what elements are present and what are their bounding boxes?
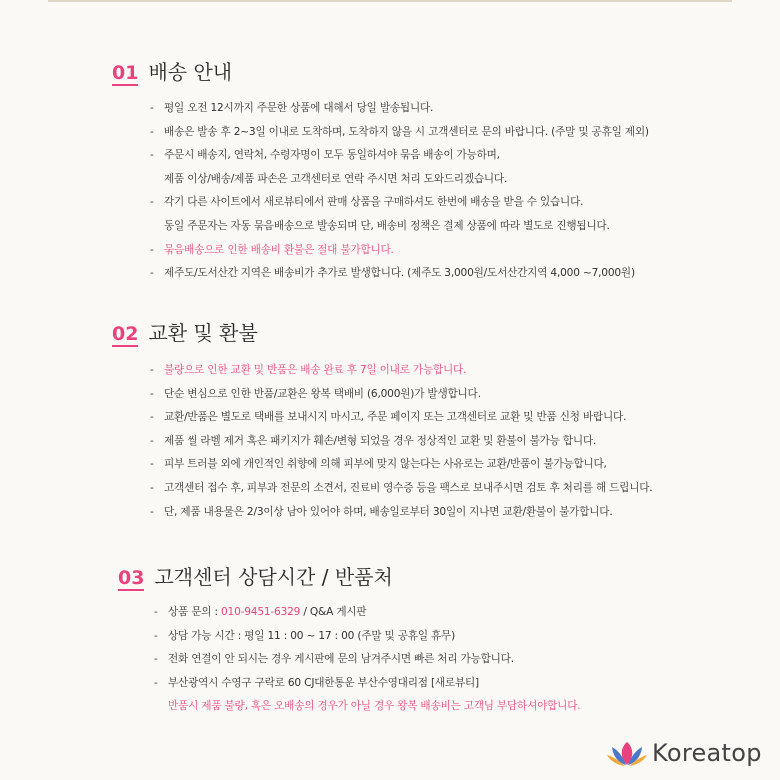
list-item: - 교환/반품은 별도로 택배를 보내시지 마시고, 주문 페이지 또는 고객센터로 교환 및 반품 신청 바랍니다. <box>150 411 627 424</box>
customer-center-list <box>154 601 580 719</box>
list-item-highlight: 반품시 제품 불량, 혹은 오배송의 경우가 아닐 경우 왕복 배송비는 고객님 부담하셔야합니다. <box>168 700 581 713</box>
list-item: - 단순 변심으로 인한 반품/교환은 왕복 택배비 (6,000원)가 발생합니다. <box>150 387 481 400</box>
list-item: - 제품 씰 라벨 제거 혹은 패키지가 훼손/변형 되었을 경우 정상적인 교환 및 환불이 불가능 합니다. <box>150 434 597 447</box>
list-item: - 부산광역시 수영구 구락로 60 CJ대한통운 부산수영대리점 [새로뷰티] <box>154 676 479 689</box>
list-item-highlight: - 묶음배송으로 인한 배송비 환불은 절대 불가합니다. <box>150 243 394 256</box>
list-item: - 주문시 배송지, 연락처, 수령자명이 모두 동일하셔야 묶음 배송이 가능하며, <box>150 149 500 162</box>
brand-name: Koreatop <box>652 739 762 767</box>
list-item-contact: - 상품 문의 : 010-9451-6329 / Q&A 게시판 <box>154 606 367 618</box>
section-number: 01 <box>112 62 139 84</box>
list-item: 제품 이상/배송/제품 파손은 고객센터로 연락 주시면 처리 도와드리겠습니다. <box>164 172 508 185</box>
list-item-highlight: - 불량으로 인한 교환 및 반품은 배송 완료 후 7일 이내로 가능합니다. <box>150 364 467 376</box>
list-item: - 제주도/도서산간 지역은 배송비가 추가로 발생합니다. (제주도 3,000원/도서산간지역 4,000 ~7,000원) <box>150 267 635 280</box>
lotus-icon <box>606 738 648 768</box>
list-item: - 각기 다른 사이트에서 새로뷰티에서 판매 상품을 구매하셔도 한번에 배송을 받을 수 있습니다. <box>150 196 584 209</box>
list-item: - 평일 오전 12시까지 주문한 상품에 대해서 당일 발송됩니다. <box>150 102 434 114</box>
section-heading <box>112 62 232 86</box>
qna-board-link[interactable]: / Q&A 게시판 <box>300 606 367 618</box>
list-item: 동일 주문자는 자동 묶음배송으로 발송되며 단, 배송비 정책은 결제 상품에 따라 별도로 진행됩니다. <box>164 219 610 232</box>
list-item: - 배송은 발송 후 2~3일 이내로 도착하며, 도착하지 않을 시 고객센터로 문의 바랍니다. (주말 및 공휴일 제외) <box>150 125 649 138</box>
list-item: - 단, 제품 내용물은 2/3이상 남아 있어야 하며, 배송일로부터 30일이 지나면 교환/환불이 불가합니다. <box>150 505 613 518</box>
section-title: 고객센터 상담시간 / 반품처 <box>154 565 393 589</box>
list-item: - 피부 트러블 외에 개인적인 취향에 의해 피부에 맞지 않는다는 사유로는 교환/반품이 불가능합니다, <box>150 458 607 471</box>
section-title: 배송 안내 <box>148 60 233 84</box>
section-number: 03 <box>118 567 145 589</box>
shipping-list <box>150 97 649 286</box>
section-number: 02 <box>112 323 139 345</box>
phone-number[interactable]: 010-9451-6329 <box>221 606 301 618</box>
list-item: - 고객센터 접수 후, 피부과 전문의 소견서, 진료비 영수증 등을 팩스로 보내주시면 검토 후 처리를 해 드립니다. <box>150 481 653 494</box>
section-title: 교환 및 환불 <box>148 321 258 345</box>
section-heading <box>118 567 393 591</box>
exchange-list <box>150 359 652 524</box>
top-divider <box>48 0 732 2</box>
list-item: - 상담 가능 시간 : 평일 11 : 00 ~ 17 : 00 (주말 및 공휴일 휴무) <box>154 629 456 642</box>
brand-logo <box>606 738 762 768</box>
list-item: - 전화 연결이 안 되시는 경우 게시판에 문의 남겨주시면 빠른 처리 가능합니다. <box>154 653 514 666</box>
section-heading <box>112 323 258 347</box>
